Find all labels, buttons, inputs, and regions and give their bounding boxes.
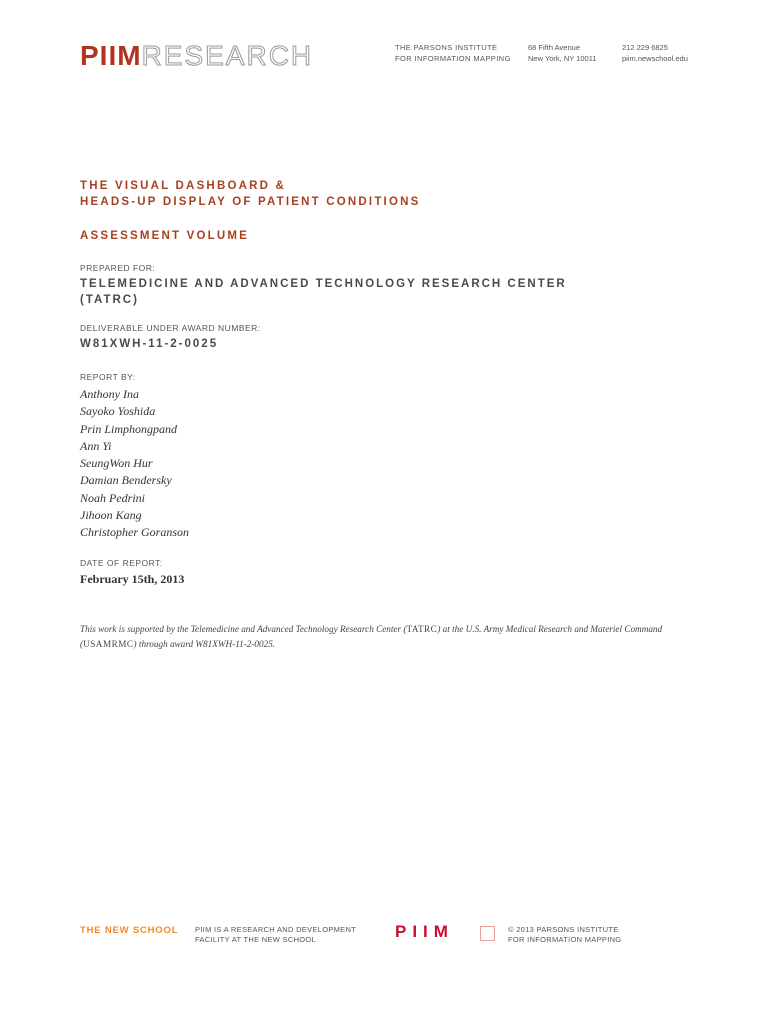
author-list (80, 386, 189, 542)
header-institute (395, 42, 511, 64)
support-abbr-usamrmc: USAMRMC (83, 639, 134, 649)
header-address (528, 42, 597, 64)
author-name: Sayoko Yoshida (80, 404, 156, 419)
footer-copyright (508, 925, 621, 945)
award-number: W81XWH-11-2-0025 (80, 338, 219, 350)
support-abbr-tatrc: TATRC (406, 624, 438, 634)
address-line-1: 68 Fifth Avenue (528, 43, 580, 52)
report-by-label: REPORT BY: (80, 372, 136, 382)
prepared-for-line-1: TELEMEDICINE AND ADVANCED TECHNOLOGY RESEARCH CENTER (80, 278, 567, 290)
piim-footer-logo: PIIM (395, 922, 454, 941)
institute-line-2: FOR INFORMATION MAPPING (395, 54, 511, 63)
copyright-line-2: FOR INFORMATION MAPPING (508, 935, 622, 944)
support-statement (80, 622, 680, 652)
author-name: Jihoon Kang (80, 508, 142, 523)
header-phone: 212 229 6825 (622, 43, 668, 52)
support-text-2: ) at the U.S. Army Medical Research and Materiel Command ( (80, 624, 663, 649)
copyright-line-1: © 2013 PARSONS INSTITUTE (508, 925, 619, 934)
prepared-for-line-2: (TATRC) (80, 294, 139, 306)
author-name: SeungWon Hur (80, 456, 153, 471)
footer-description (195, 925, 356, 945)
address-line-2: New York, NY 10011 (528, 54, 597, 63)
logo-research: RESEARCH (141, 40, 314, 71)
award-label: DELIVERABLE UNDER AWARD NUMBER: (80, 323, 261, 333)
support-text-3: ) through award W81XWH-11-2-0025. (133, 639, 276, 649)
author-name: Christopher Goranson (80, 525, 190, 540)
document-title-line-1: THE VISUAL DASHBOARD & (80, 180, 287, 192)
author-name: Anthony Ina (80, 387, 139, 401)
logo-piim: PIIM (80, 40, 142, 71)
header-contact (622, 42, 688, 64)
footer-desc-line-1: PIIM IS A RESEARCH AND DEVELOPMENT (195, 925, 357, 934)
new-school-logo: THE NEW SCHOOL (80, 925, 179, 936)
institute-line-1: THE PARSONS INSTITUTE (395, 43, 498, 52)
document-title-line-2: HEADS-UP DISPLAY OF PATIENT CONDITIONS (80, 196, 421, 208)
author-name: Prin Limphongpand (80, 421, 178, 436)
support-text-1: This work is supported by the Telemedicine and Advanced Technology Research Center ( (80, 624, 407, 634)
report-date: February 15th, 2013 (80, 572, 185, 586)
prepared-for-label: PREPARED FOR: (80, 263, 156, 273)
date-label: DATE OF REPORT: (80, 558, 163, 568)
footer-desc-line-2: FACILITY AT THE NEW SCHOOL (195, 935, 317, 944)
piim-research-logo (80, 40, 313, 72)
piim-square-icon (480, 926, 495, 941)
author-name: Damian Bendersky (80, 473, 172, 488)
header-website[interactable]: piim.newschool.edu (622, 54, 688, 63)
author-name: Ann Yi (80, 438, 112, 453)
volume-title: ASSESSMENT VOLUME (80, 230, 250, 242)
author-name: Noah Pedrini (80, 490, 145, 505)
